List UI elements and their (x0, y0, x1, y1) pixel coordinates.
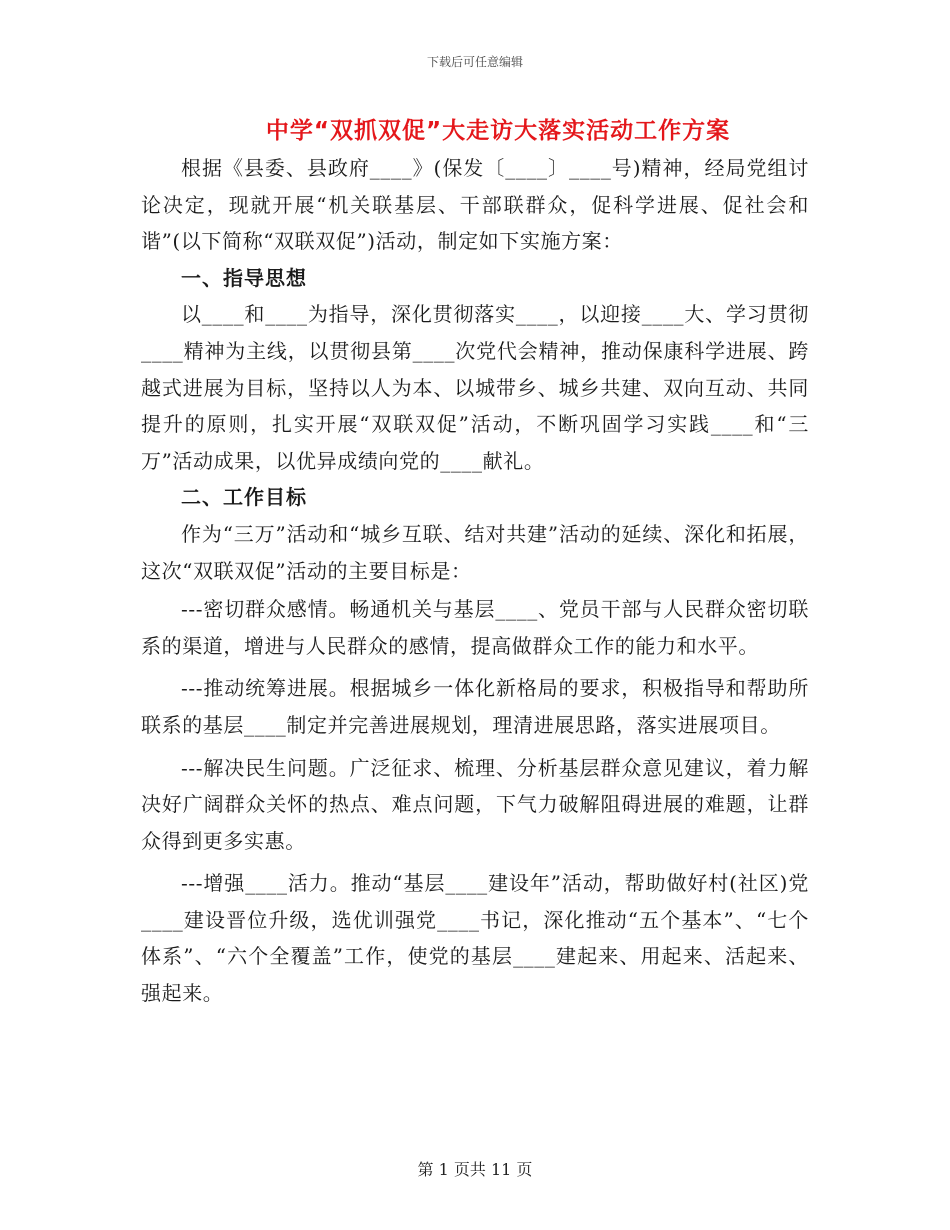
section-heading-guiding-ideology: 一、指导思想 (181, 265, 307, 290)
page-header-note: 下载后可任意编辑 (426, 55, 523, 69)
guiding-ideology-paragraph: 以____和____为指导，深化贯彻落实____，以迎接____大、学习贯彻____精神为主线，以贯彻县第____次党代会精神，推动保康科学进展、跨越式进展为目标，坚持以人为本、以城带乡、城乡共建、双向互动、共同提升的原则，扎实开展“双联双促”活动，不断巩固学习实践____和“三万”活动成果，以优异成绩向党的____献礼。 (141, 302, 809, 473)
intro-paragraph: 根据《县委、县政府____》(保发〔____〕____号)精神，经局党组讨论决定，现就开展“机关联基层、干部联群众，促科学进展、促社会和谐”(以下简称“双联双促”)活动，制定如下实施方案： (141, 156, 809, 254)
goal-item-coordinated-development: ---推动统筹进展。根据城乡一体化新格局的要求，积极指导和帮助所联系的基层____制定并完善进展规划，理清进展思路，落实进展项目。 (141, 676, 809, 737)
goal-item-vitality: ---增强____活力。推动“基层____建设年”活动，帮助做好村(社区)党____建设晋位升级，选优训强党____书记，深化推动“五个基本”、“七个体系”、“六个全覆盖”工作，使党的基层____建起来、用起来、活起来、强起来。 (141, 871, 809, 1006)
document-body (141, 150, 809, 1018)
document-title: 中学“双抓双促”大走访大落实活动工作方案 (265, 118, 731, 144)
goal-item-livelihood: ---解决民生问题。广泛征求、梳理、分析基层群众意见建议，着力解决好广阔群众关怀的热点、难点问题，下气力破解阻碍进展的难题，让群众得到更多实惠。 (141, 755, 809, 853)
page-number-footer: 第 1 页共 11 页 (417, 1160, 533, 1179)
work-goals-intro-paragraph: 作为“三万”活动和“城乡互联、结对共建”活动的延续、深化和拓展，这次“双联双促”活动的主要目标是： (141, 521, 809, 583)
section-heading-work-goals: 二、工作目标 (181, 485, 307, 510)
goal-item-close-ties: ---密切群众感情。畅通机关与基层____、党员干部与人民群众密切联系的渠道，增进与人民群众的感情，提高做群众工作的能力和水平。 (141, 597, 809, 658)
